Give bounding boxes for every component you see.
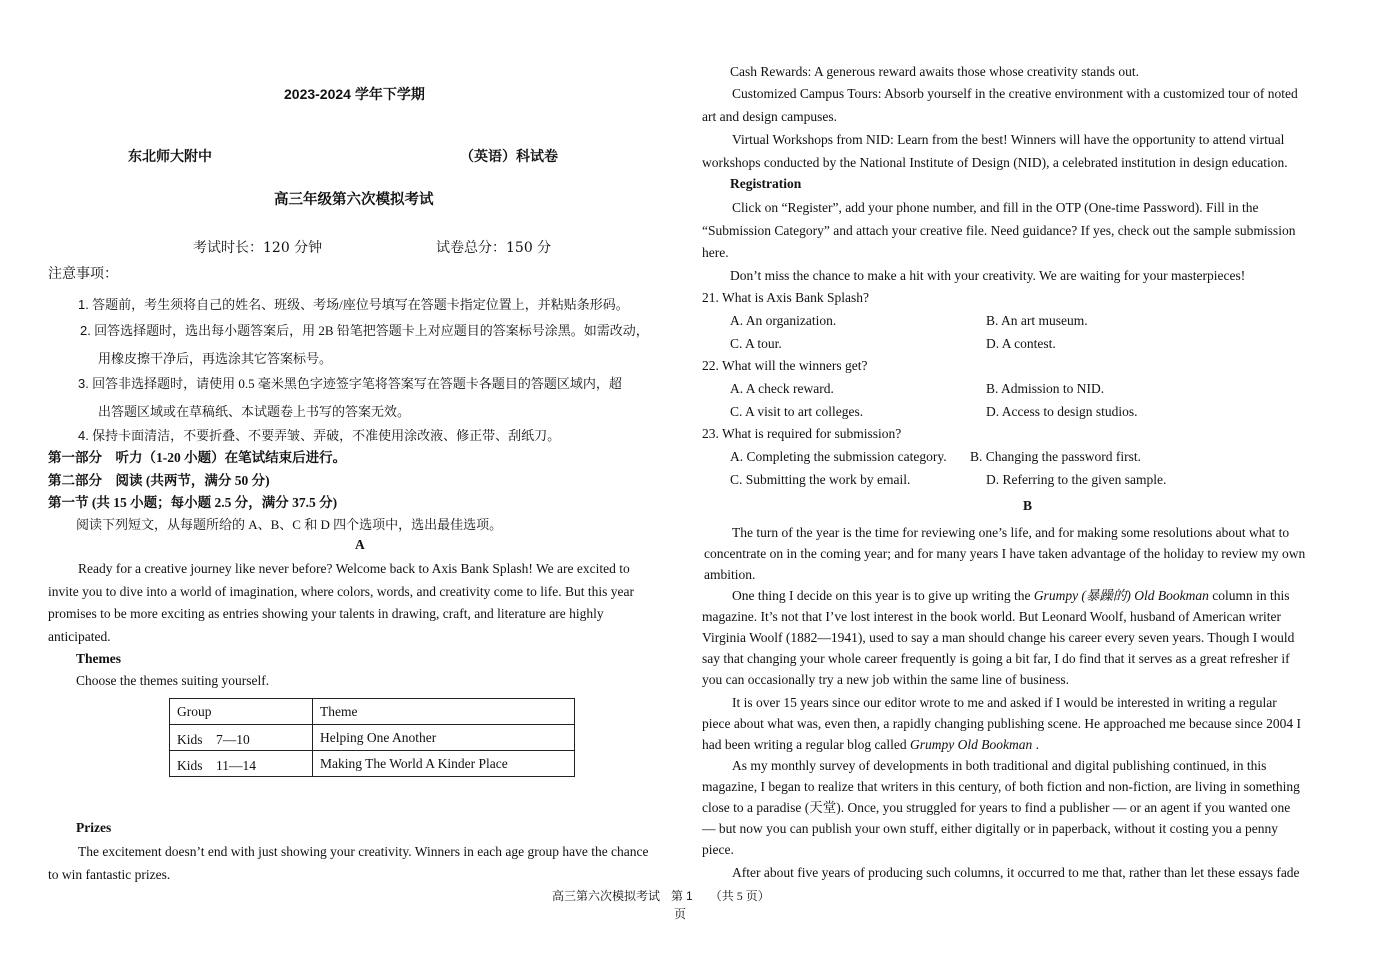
- q23-option-d[interactable]: D. Referring to the given sample.: [986, 472, 1167, 487]
- passage-b-p3: It is over 15 years since our editor wrote to me and asked if I would be interested in writing a regular piece about what was, even then, a rapidly changing publishing scene. He approached me because since 2004 I had been writing a regular blog called Grumpy Old Bookman .: [702, 695, 1302, 752]
- footer-page-pre: 第: [671, 889, 684, 903]
- passage-b-p2: One thing I decide on this year is to give up writing the Grumpy (暴躁的) Old Bookman column in this magazine. It’s not that I’ve lost interest in the book world. But Leonard Woolf, husband of American writer Virginia Woolf (1882—1941), used to say a man should change his career every seven years. Though I would say that changing your whole career frequently is going a bit far, I do find that it serves as a great refresher if you can occasionally try a new job within the same line of business.: [702, 588, 1295, 687]
- table-header-row: [170, 699, 575, 725]
- footer-page-num: 1: [686, 889, 693, 903]
- table-cell: Helping One Another: [313, 725, 575, 751]
- table-cell: Kids 11—14: [170, 751, 313, 777]
- cash-rewards: Cash Rewards: A generous reward awaits those whose creativity stands out.: [730, 64, 1140, 79]
- q23-option-b[interactable]: B. Changing the password first.: [970, 449, 1141, 464]
- passage-a-label: A: [355, 537, 365, 552]
- passage-b-p4: As my monthly survey of developments in both traditional and digital publishing continued, in this magazine, I began to realize that writers in this century, of both fiction and non-fiction, are living in something close to a paradise (天堂). Once, you struggled for years to find a publisher — or an agent if you wanted one — but now you can publish your own stuff, either digitally or in paperback, without it costing you a penny piece.: [702, 758, 1300, 857]
- campus-tours: Customized Campus Tours: Absorb yourself in the creative environment with a customized tour of noted art and design campuses.: [702, 86, 1298, 124]
- q21-option-d[interactable]: D. A contest.: [986, 336, 1056, 351]
- right-column: [702, 0, 1332, 971]
- table-header-cell: Theme: [313, 699, 575, 725]
- note-item-4: 4. 保持卡面清洁，不要折叠、不要弄皱、弄破，不准使用涂改液、修正带、刮纸刀。: [78, 428, 561, 443]
- exam-total: 试卷总分：150 分: [436, 240, 552, 256]
- q21-option-a[interactable]: A. An organization.: [730, 313, 837, 328]
- part1-heading: 第一部分 听力（1-20 小题）在笔试结束后进行。: [48, 450, 347, 465]
- question-22: 22. What will the winners get?: [702, 358, 868, 373]
- exam-duration: 考试时长：120 分钟: [193, 240, 323, 256]
- section1-heading: 第一节 (共 15 小题；每小题 2.5 分，满分 37.5 分): [48, 495, 338, 510]
- passage-b-label: B: [1023, 498, 1033, 513]
- note-item-2-cont: 用橡皮擦干净后，再选涂其它答案标号。: [98, 351, 333, 366]
- virtual-workshops: Virtual Workshops from NID: Learn from the best! Winners will have the opportunity to attend virtual workshops conducted by the National Institute of Design (NID), a celebrated institution in design education.: [702, 132, 1288, 170]
- footer-page-post: 页: [674, 907, 687, 921]
- q21-option-c[interactable]: C. A tour.: [730, 336, 782, 351]
- table-row: [170, 751, 575, 777]
- note-item-3-cont: 出答题区域或在草稿纸、本试题卷上书写的答案无效。: [98, 404, 411, 419]
- passage-b-p5: After about five years of producing such columns, it occurred to me that, rather than let these essays fade: [732, 865, 1300, 880]
- q23-option-c[interactable]: C. Submitting the work by email.: [730, 472, 911, 487]
- note-item-2: 2. 回答选择题时，选出每小题答案后，用 2B 铅笔把答题卡上对应题目的答案标号涂黑。如需改动，: [80, 323, 649, 338]
- q21-option-b[interactable]: B. An art museum.: [986, 313, 1088, 328]
- themes-text: Choose the themes suiting yourself.: [76, 673, 270, 688]
- subject-title: （英语）科试卷: [460, 148, 558, 164]
- prizes-heading: Prizes: [76, 820, 112, 835]
- q23-option-a[interactable]: A. Completing the submission category.: [730, 449, 947, 464]
- page-footer: [552, 887, 770, 904]
- footer-total: （共 5 页）: [709, 889, 770, 903]
- closing-line: Don’t miss the chance to make a hit with your creativity. We are waiting for your masterpieces!: [730, 268, 1246, 283]
- note-item-1: 1. 答题前，考生须将自己的姓名、班级、考场/座位号填写在答题卡指定位置上，并粘贴条形码。: [78, 297, 629, 312]
- notes-title: 注意事项：: [48, 266, 118, 282]
- question-21: 21. What is Axis Bank Splash?: [702, 290, 869, 305]
- table-header-cell: Group: [170, 699, 313, 725]
- part2-heading: 第二部分 阅读 (共两节，满分 50 分): [48, 473, 270, 488]
- q22-option-b[interactable]: B. Admission to NID.: [986, 381, 1105, 396]
- table-cell: Kids 7—10: [170, 725, 313, 751]
- passage-a-intro: Ready for a creative journey like never before? Welcome back to Axis Bank Splash! We are excited to invite you to dive into a world of imagination, where colors, words, and creativity come to life. But this year promises to be more exciting as entries showing your talents in drawing, craft, and literature are highly anticipated.: [48, 561, 634, 644]
- registration-paragraph: Click on “Register”, add your phone number, and fill in the OTP (One-time Password). Fill in the “Submission Category” and attach your creative file. Need guidance? If yes, check out the sample submission here.: [702, 200, 1296, 260]
- left-column: [48, 0, 678, 971]
- q22-option-d[interactable]: D. Access to design studios.: [986, 404, 1138, 419]
- reading-instruction: 阅读下列短文，从每题所给的 A、B、C 和 D 四个选项中，选出最佳选项。: [76, 517, 503, 532]
- registration-heading: Registration: [730, 176, 802, 191]
- question-23: 23. What is required for submission?: [702, 426, 902, 441]
- note-item-3: 3. 回答非选择题时，请使用 0.5 毫米黑色字迹签字笔将答案写在答题卡各题目的答题区域内，超: [78, 376, 622, 391]
- themes-table: [169, 698, 575, 777]
- footer-exam: 高三第六次模拟考试: [552, 889, 661, 903]
- term-title: 2023-2024 学年下学期: [284, 86, 425, 102]
- themes-heading: Themes: [76, 651, 121, 666]
- prizes-paragraph: The excitement doesn’t end with just showing your creativity. Winners in each age group have the chance to win fantastic prizes.: [48, 844, 649, 882]
- q22-option-a[interactable]: A. A check reward.: [730, 381, 834, 396]
- exam-title: 高三年级第六次模拟考试: [274, 192, 434, 208]
- q22-option-c[interactable]: C. A visit to art colleges.: [730, 404, 864, 419]
- school-name: 东北师大附中: [128, 148, 212, 164]
- table-row: [170, 725, 575, 751]
- table-cell: Making The World A Kinder Place: [313, 751, 575, 777]
- passage-b-p1: The turn of the year is the time for reviewing one’s life, and for making some resolutions about what to concentrate on in the coming year; and for many years I have taken advantage of the holiday to review my own ambition.: [704, 525, 1306, 582]
